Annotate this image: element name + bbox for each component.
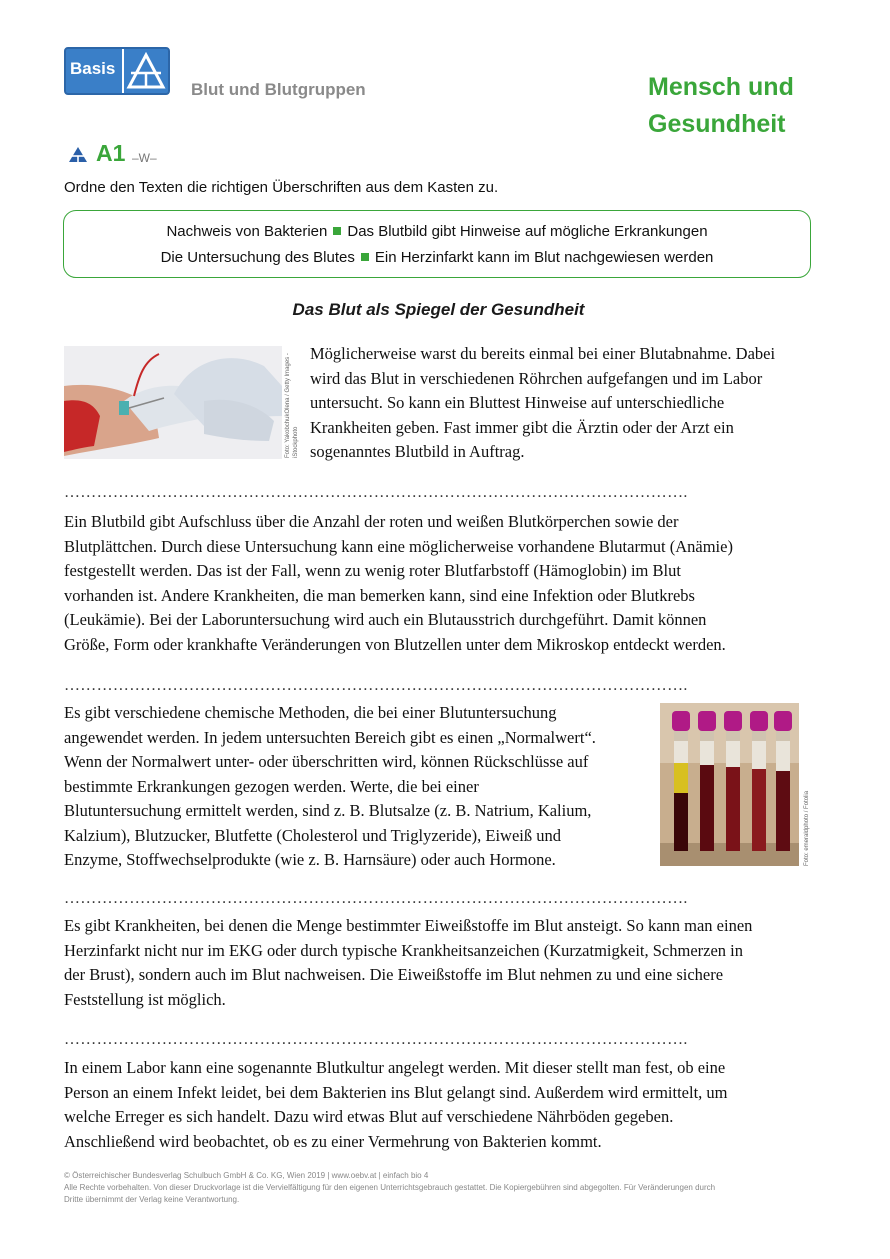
basis-logo bbox=[64, 47, 170, 95]
headings-box bbox=[63, 210, 811, 278]
text-line: Möglicherweise warst du bereits einmal bei einer Blutabnahme. Dabei bbox=[310, 344, 776, 363]
topic-title: Blut und Blutgruppen bbox=[191, 80, 366, 99]
photo-credit: Foto: YakobchukOlena / Getty Images - bbox=[285, 353, 291, 458]
text-line: Ein Blutbild gibt Aufschluss über die Anzahl der roten und weißen Blutkörperchen sowie der bbox=[64, 512, 679, 531]
text-line: Wenn der Normalwert unter- oder überschritten wird, können Rückschlüsse auf bbox=[64, 752, 589, 771]
paragraph-5 bbox=[64, 1056, 728, 1154]
text-line: welche Erreger es sich handelt. Dazu wird etwas Blut auf verschiedene Nährböden gegeben. bbox=[64, 1107, 674, 1126]
subject-line-2: Gesundheit bbox=[648, 110, 786, 138]
blood-draw-illustration bbox=[64, 346, 282, 459]
text-line: Enzyme, Stoffwechselprodukte (wie z. B. Harnsäure) oder auch Hormone. bbox=[64, 850, 556, 869]
article-title: Das Blut als Spiegel der Gesundheit bbox=[292, 300, 585, 319]
paragraph-2 bbox=[64, 510, 733, 657]
blood-draw-photo bbox=[64, 346, 282, 459]
text-line: In einem Labor kann eine sogenannte Blutkultur angelegt werden. Mit dieser stellt man fest, ob eine bbox=[64, 1058, 726, 1077]
photo-credit: Foto: emeraldphoto / Fotolia bbox=[804, 790, 810, 866]
text-line: (Leukämie). Bei der Laboruntersuchung wird auch ein Blutausstrich durchgeführt. Damit können bbox=[64, 610, 707, 629]
task-instruction: Ordne den Texten die richtigen Überschriften aus dem Kasten zu. bbox=[64, 179, 499, 196]
heading-option: Das Blutbild gibt Hinweise auf mögliche Erkrankungen bbox=[347, 223, 708, 240]
footer bbox=[64, 1170, 715, 1206]
text-line: wird das Blut in verschiedenen Röhrchen aufgefangen und im Labor bbox=[310, 368, 763, 388]
task-number: A1 bbox=[96, 140, 126, 166]
paragraph-4 bbox=[64, 914, 752, 1012]
logo-text: Basis bbox=[70, 59, 116, 78]
answer-line-2[interactable]: ……………………………………………………………………………………………………. bbox=[64, 677, 688, 694]
blood-tubes-illustration bbox=[660, 703, 799, 866]
subject-line-1: Mensch und bbox=[648, 73, 794, 101]
text-line: Kalzium), Blutzucker, Blutfette (Cholesterol und Triglyzeride), Eiweiß und bbox=[64, 825, 561, 845]
task-level-icon bbox=[68, 146, 88, 163]
text-line: der Brust), sondern auch im Blut nachweisen. Die Eiweißstoffe im Blut nehmen zu und eine sichere bbox=[64, 965, 724, 984]
photo-credit: iStockphoto bbox=[293, 426, 299, 458]
answer-line-3[interactable]: ……………………………………………………………………………………………………. bbox=[64, 890, 688, 907]
text-line: angewendet werden. In jedem untersuchten Bereich gibt es einen „Normalwert“. bbox=[64, 727, 596, 747]
text-line: festgestellt werden. Das ist der Fall, wenn zu wenig roter Blutfarbstoff (Hämoglobin) im Blut bbox=[64, 561, 681, 580]
answer-line-4[interactable]: ……………………………………………………………………………………………………. bbox=[64, 1031, 688, 1048]
answer-line-1[interactable]: ……………………………………………………………………………………………………. bbox=[64, 484, 688, 501]
task-code: –W– bbox=[132, 151, 157, 165]
text-line: vorhanden ist. Andere Krankheiten, die man bemerken kann, sind eine Infektion oder Blutkrebs bbox=[64, 585, 695, 605]
footer-rights: Dritte übernimmt der Verlag keine Verantwortung. bbox=[64, 1195, 240, 1204]
paragraph-3 bbox=[64, 701, 596, 873]
separator-square-icon bbox=[333, 227, 341, 235]
text-line: Anschließend wird beobachtet, ob es zu einer Vermehrung von Bakterien kommt. bbox=[64, 1131, 602, 1151]
subject-title bbox=[648, 69, 794, 143]
separator-square-icon bbox=[361, 253, 369, 261]
text-line: Es gibt Krankheiten, bei denen die Menge bestimmter Eiweißstoffe im Blut ansteigt. So kann man einen bbox=[64, 916, 753, 935]
footer-rights: Alle Rechte vorbehalten. Von dieser Druckvorlage ist die Vervielfältigung für den eigenen Unterrichtsgebrauch gestattet. Die Kopiergebühren sind abgegolten. Für Veränderungen durch bbox=[64, 1183, 716, 1192]
blood-tubes-photo bbox=[660, 703, 799, 866]
paragraph-1 bbox=[310, 342, 775, 465]
text-line: Person an einem Infekt leidet, bei dem Bakterien ins Blut gelangt sind. Außerdem wird ermittelt, um bbox=[64, 1082, 728, 1102]
text-line: Blutuntersuchung ermittelt werden, sind z. B. Blutsalze (z. B. Natrium, Kalium, bbox=[64, 801, 592, 820]
text-line: Größe, Form oder krankhafte Veränderungen von Blutzellen unter dem Mikroskop entdeckt werden. bbox=[64, 634, 726, 654]
logo-separator bbox=[122, 49, 124, 93]
level-triangle-icon bbox=[126, 52, 166, 90]
text-line: bestimmte Erkrankungen gezogen werden. Werte, die bei einer bbox=[64, 776, 479, 796]
footer-copyright: © Österreichischer Bundesverlag Schulbuch GmbH & Co. KG, Wien 2019 | www.oebv.at | einfach bio 4 bbox=[64, 1171, 429, 1180]
text-line: Krankheiten geben. Fast immer gibt die Ärztin oder der Arzt ein bbox=[310, 417, 734, 437]
headings-row-1 bbox=[64, 219, 810, 244]
text-line: Es gibt verschiedene chemische Methoden, die bei einer Blutuntersuchung bbox=[64, 703, 557, 722]
heading-option: Die Untersuchung des Blutes bbox=[160, 249, 355, 266]
text-line: Feststellung ist möglich. bbox=[64, 989, 226, 1009]
text-line: untersucht. So kann ein Bluttest Hinweise auf unterschiedliche bbox=[310, 393, 725, 412]
heading-option: Nachweis von Bakterien bbox=[166, 223, 328, 240]
heading-option: Ein Herzinfarkt kann im Blut nachgewiesen werden bbox=[374, 249, 714, 266]
text-line: sogenanntes Blutbild in Auftrag. bbox=[310, 442, 525, 461]
text-line: Blutplättchen. Durch diese Untersuchung kann eine möglicherweise vorhandene Blutarmut (Anämie) bbox=[64, 536, 733, 556]
headings-row-2 bbox=[64, 245, 810, 270]
text-line: Herzinfarkt nicht nur im EKG oder durch typische Krankheitsanzeichen (Kurzatmigkeit, Schmerzen in bbox=[64, 940, 744, 960]
